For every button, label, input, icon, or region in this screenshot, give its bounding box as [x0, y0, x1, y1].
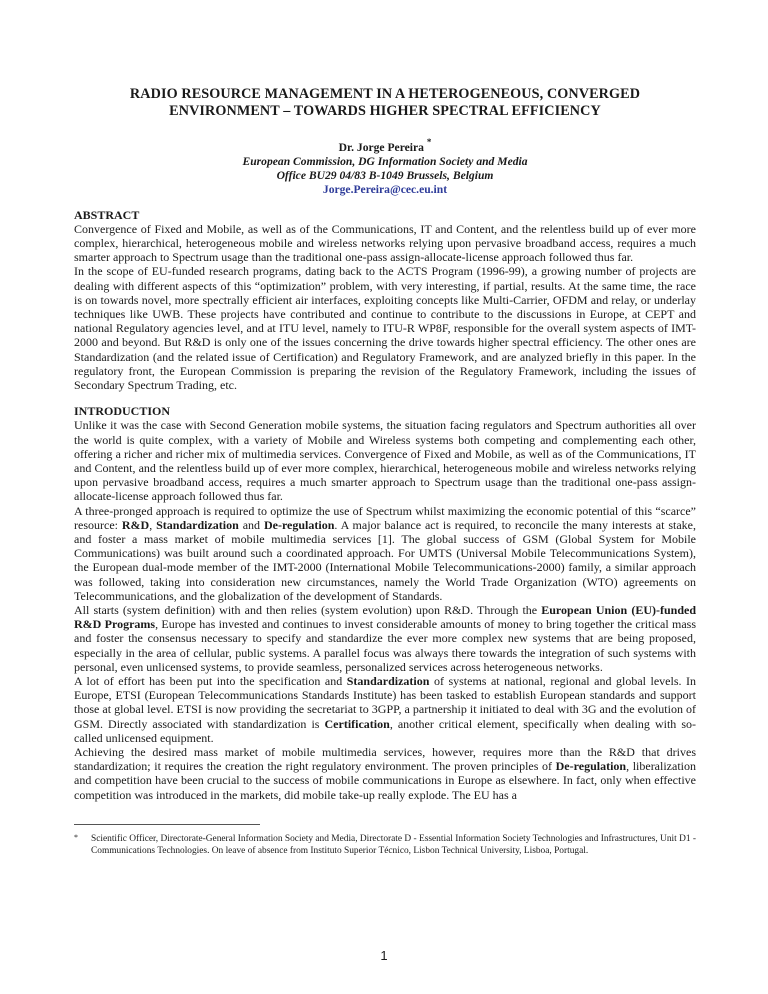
author-affiliation: European Commission, DG Information Society and Media — [242, 154, 528, 168]
abstract-heading: ABSTRACT — [74, 207, 140, 222]
author-email[interactable]: Jorge.Pereira@cec.eu.int — [322, 182, 448, 196]
author-office: Office BU29 04/83 B-1049 Brussels, Belgium — [276, 168, 494, 182]
bold-deregulation-2: De-regulation — [555, 759, 627, 774]
footnote-text: Scientific Officer, Directorate-General Information Society and Media, Directorate D - Essential Information Society Technologies and Infrastructures, Unit D1 - Communications Technologies. On leave of absence from Instituto Superior Técnico, Lisbon Technical University, Lisboa, Portugal. — [91, 834, 696, 856]
bold-standardization: Standardization — [156, 517, 239, 532]
author-footnote-mark: * — [426, 137, 432, 147]
paper-page — [74, 86, 696, 802]
page-number: 1 — [380, 948, 388, 963]
footnote — [74, 834, 696, 857]
title-line-1: RADIO RESOURCE MANAGEMENT IN A HETEROGENEOUS, CONVERGED — [129, 86, 641, 102]
bold-rnd: R&D — [121, 517, 150, 532]
introduction-heading: INTRODUCTION — [74, 404, 171, 419]
intro-paragraph-2: A three-pronged approach is required to optimize the use of Spectrum whilst maximizing the economic potential of this “scarce” resource: R&D, Standardization and De-regulation. A major balance act is required, to reconcile the many interests at stake, and foster a mass market of mobile multimedia services [1]. The global success of GSM (Global System for Mobile Communications) was built around such a coordinated approach. For UMTS (Universal Mobile Telecommunications System), the European dual-mode member of the IMT-2000 (International Mobile Telecommunications-2000) family, a similar approach was followed, taking into consideration new circumstances, namely the World Trade Organization (WTO) agreements on Telecommunications, and the globalization of the development of Standards. — [74, 503, 697, 603]
paper-title — [74, 86, 696, 120]
bold-standardization-2: Standardization — [346, 673, 430, 688]
intro-paragraph-3: All starts (system definition) with and then relies (system evolution) upon R&D. Through the European Union (EU)-funded R&D Programs, Europe has invested and continues to invest considerable amounts of money to bring together the critical mass and foster the consensus necessary to specify and standardize the ever more complex new systems that are being proposed, especially in the area of cellular, public systems. A parallel focus was always there towards the integration of such systems with personal, even unlicensed systems, to provide seamless, personalized services across heterogeneous networks. — [74, 602, 696, 674]
intro-paragraph-1: Unlike it was the case with Second Generation mobile systems, the situation facing regulators and Spectrum authorities all over the world is quite complex, with a variety of Mobile and Wireless systems both competing and complementing each other, offering a richer and richer mix of multimedia services. Convergence of Fixed and Mobile, as well as of the Communications, IT and Content, and the relentless build up of ever more complex, hierarchical, heterogeneous mobile and wireless networks relying upon pervasive broadband access, requires a much smarter approach to Spectrum usage than the traditional one-pass assign-allocate-license approach followed thus far. — [74, 418, 696, 504]
abstract-paragraph-2: In the scope of EU-funded research programs, dating back to the ACTS Program (1996-99), a growing number of projects are dealing with different aspects of this “optimization” problem, with very interesting, if partial, results. At the same time, the race is on towards novel, more spectrally efficient air interfaces, exploiting concepts like Multi-Carrier, OFDM and relay, or underlay techniques like UWB. These projects have contributed and continue to contribute to the discussions in Europe, at CEPT and national Regulatory agencies level, and at ITU level, namely to ITU-R WP8F, responsible for the overall system aspects of IMT-2000 and beyond. But R&D is only one of the issues concerning the drive towards higher spectral efficiency. The other ones are Standardization (and the related issue of Certification) and Regulatory Framework, and are analyzed briefly in this paper. In the regulatory front, the European Commission is preparing the revision of the Regulatory Framework, including the issues of Secondary Spectrum Trading, etc. — [74, 264, 696, 393]
bold-certification: Certification — [324, 716, 390, 731]
author-name: Dr. Jorge Pereira * — [338, 137, 432, 154]
title-line-2: ENVIRONMENT – TOWARDS HIGHER SPECTRAL EFFICIENCY — [169, 103, 601, 119]
abstract-paragraph-1: Convergence of Fixed and Mobile, as well as of the Communications, IT and Content, and the relentless build up of ever more complex, hierarchical, heterogeneous mobile and wireless networks relying upon pervasive broadband access, requires a much smarter approach to Spectrum usage than the traditional one-pass assign-allocate-license approach followed thus far. — [74, 221, 696, 265]
bold-deregulation: De-regulation — [263, 517, 335, 532]
footnote-mark: * — [74, 833, 78, 842]
intro-paragraph-5: Achieving the desired mass market of mobile multimedia services, however, requires more than the R&D that drives standardization; it requires the creation the right regulatory environment. The proven principles of De-regulation, liberalization and competition have been crucial to the success of mobile communications in Europe as elsewhere. In fact, only when effective competition was introduced in the markets, did mobile take-up really explode. The EU has a — [74, 744, 696, 802]
author-block — [74, 136, 696, 197]
footnote-separator — [74, 824, 260, 825]
bold-eu-programs: European Union (EU)-funded R&D Programs — [74, 602, 696, 632]
intro-paragraph-4: A lot of effort has been put into the specification and Standardization of systems at national, regional and global levels. In Europe, ETSI (European Telecommunications Standards Institute) has been tasked to establish European standards and support those at global level. ETSI is now providing the secretariat to 3GPP, a partnership it initiated to deal with 3G and the evolution of GSM. Directly associated with standardization is Certification, another critical element, specifically when dealing with so-called unlicensed equipment. — [74, 673, 697, 745]
